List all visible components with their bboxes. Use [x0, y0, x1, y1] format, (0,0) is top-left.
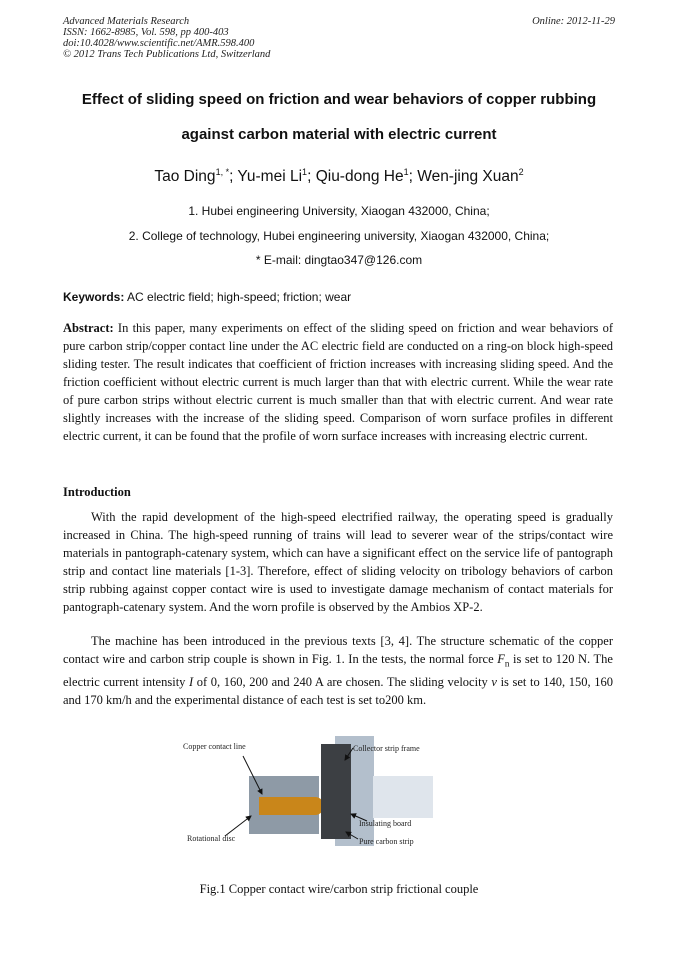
paper-title-line-2: against carbon material with electric current — [181, 126, 497, 143]
author-separator: ; — [408, 168, 418, 185]
corresponding-email[interactable]: * E-mail: dingtao347@126.com — [255, 253, 423, 267]
journal-name: Advanced Materials Research — [63, 16, 190, 27]
abstract-label: Abstract: — [63, 321, 114, 335]
intro-paragraph-2 — [63, 632, 613, 709]
author-affiliation-mark: 1, * — [215, 167, 230, 177]
copyright-line: © 2012 Trans Tech Publications Ltd, Switzerland — [63, 49, 271, 60]
author-name: Qiu-dong He — [315, 168, 404, 185]
keywords — [63, 290, 351, 304]
figure-1-schematic — [175, 736, 475, 866]
author-list — [40, 167, 638, 186]
figure-1-caption: Fig.1 Copper contact wire/carbon strip frictional couple — [199, 882, 479, 896]
frictional-couple-diagram — [175, 736, 475, 866]
keywords-label: Keywords: — [63, 290, 125, 304]
intro-p2-text: is set to 120 N. The electric current intensity — [63, 652, 613, 689]
copper-contact-line — [259, 797, 324, 815]
intro-p2-text: is set to 140, 150, 160 and 170 km/h and the experimental distance of each test is set to200 km. — [63, 674, 613, 707]
label-rotational-disc: Rotational disc — [187, 834, 236, 843]
issn-line: ISSN: 1662-8985, Vol. 598, pp 400-403 — [63, 27, 229, 38]
intro-p2-text: The machine has been introduced in the previous texts [3, 4]. The structure schematic of the copper contact wire and carbon strip couple is shown in Fig. 1. In the tests, the normal force — [63, 634, 613, 666]
author-separator: ; — [307, 168, 316, 185]
intro-p2-text: of 0, 160, 200 and 240 A are chosen. The sliding velocity — [193, 674, 492, 689]
abstract-text: In this paper, many experiments on effect of the sliding speed on friction and wear behaviors of pure carbon strip/copper contact line under the AC electric field are conducted on a ring-on block high-speed sliding tester. The result indicates that coefficient of friction increases with increasing sliding speed. And the friction coefficient without electric current is much larger than that with electric current. While the wear rate of pure carbon strips without electric current is much smaller than that with electric current. And wear rate slightly increases with the increase of the sliding speed. Comparison of worn surface profiles in different electric current, it can be found that the profile of worn surface increases with increasing electric current. — [63, 321, 613, 443]
normal-force-subscript: n — [504, 658, 510, 669]
disc-pointer — [225, 816, 251, 836]
author-affiliation-mark: 1 — [403, 167, 409, 177]
current-symbol: I — [189, 674, 194, 689]
frame-shaft — [373, 776, 433, 818]
doi-line[interactable]: doi:10.4028/www.scientific.net/AMR.598.400 — [63, 38, 255, 49]
author-separator: ; — [229, 168, 238, 185]
author-affiliation-mark: 2 — [518, 167, 524, 177]
label-collector-strip-frame: Collector strip frame — [353, 744, 420, 753]
author-name: Tao Ding — [154, 168, 216, 185]
normal-force-symbol: F — [497, 652, 505, 666]
label-copper-contact-line: Copper contact line — [183, 742, 246, 751]
paper-title-line-1: Effect of sliding speed on friction and wear behaviors of copper rubbing — [81, 91, 597, 108]
velocity-symbol: v — [491, 674, 497, 689]
online-date: Online: 2012-11-29 — [532, 16, 615, 27]
abstract — [63, 319, 613, 445]
label-insulating-board: Insulating board — [359, 819, 412, 828]
section-heading-introduction: Introduction — [63, 485, 131, 499]
author-name: Wen-jing Xuan — [417, 168, 519, 185]
affiliation-1: 1. Hubei engineering University, Xiaogan 432000, China; — [188, 204, 490, 218]
label-pure-carbon-strip: Pure carbon strip — [359, 837, 414, 846]
author-affiliation-mark: 1 — [302, 167, 308, 177]
intro-paragraph-1: With the rapid development of the high-speed electrified railway, the operating speed is gradually increased in China. The high-speed running of trains will lead to severer wear of the strips/contact wire materials in pantograph-catenary system, which can have a significant effect on the service life of pantograph strip and contact line materials [1-3]. Therefore, effect of sliding velocity on tribology behaviors of carbon strip rubbing against copper contact wire is used to investigate damage mechanism of contact materials for pantograph-catenary system. And the worn profile is observed by the Ambios XP-2. — [63, 510, 613, 614]
journal-header — [63, 16, 270, 60]
keywords-text: AC electric field; high-speed; friction; wear — [124, 290, 352, 304]
affiliation-2: 2. College of technology, Hubei engineering university, Xiaogan 432000, China; — [128, 229, 550, 243]
author-name: Yu-mei Li — [237, 168, 303, 185]
